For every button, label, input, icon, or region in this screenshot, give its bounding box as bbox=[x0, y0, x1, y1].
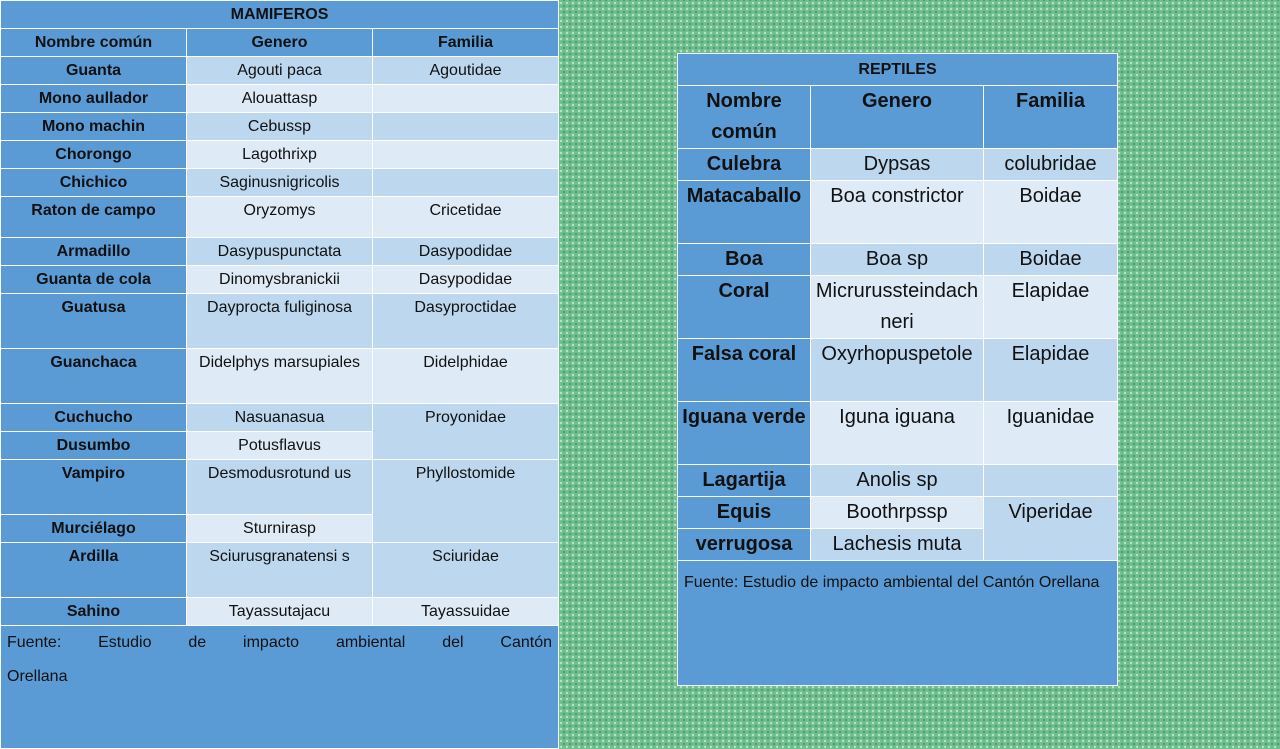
table-row bbox=[678, 339, 1118, 402]
header-familia: Familia bbox=[984, 86, 1118, 149]
table-row bbox=[1, 404, 559, 432]
row-familia: colubridae bbox=[984, 149, 1118, 181]
row-familia: Tayassuidae bbox=[373, 598, 559, 626]
row-familia bbox=[984, 465, 1118, 497]
row-name: Guanchaca bbox=[1, 349, 187, 404]
row-familia bbox=[373, 141, 559, 169]
row-genero: Dayprocta fuliginosa bbox=[187, 294, 373, 349]
table-row bbox=[678, 402, 1118, 465]
reptiles-source: Fuente: Estudio de impacto ambiental del Cantón Orellana bbox=[678, 561, 1118, 686]
row-familia bbox=[373, 169, 559, 197]
row-genero: Dypsas bbox=[811, 149, 984, 181]
row-name: Sahino bbox=[1, 598, 187, 626]
row-familia: Phyllostomide bbox=[373, 460, 559, 543]
row-familia: Agoutidae bbox=[373, 57, 559, 85]
mamiferos-table bbox=[0, 0, 559, 749]
row-name: Guanta de cola bbox=[1, 266, 187, 294]
table-row bbox=[678, 465, 1118, 497]
header-nombre-comun: Nombre común bbox=[678, 86, 811, 149]
row-genero: Tayassutajacu bbox=[187, 598, 373, 626]
table-row bbox=[1, 113, 559, 141]
row-name: Culebra bbox=[678, 149, 811, 181]
row-genero: Cebussp bbox=[187, 113, 373, 141]
row-familia: Sciuridae bbox=[373, 543, 559, 598]
row-name: Equis bbox=[678, 497, 811, 529]
row-genero: Potusflavus bbox=[187, 432, 373, 460]
table-row bbox=[678, 181, 1118, 244]
row-familia: Dasyproctidae bbox=[373, 294, 559, 349]
row-name: Iguana verde bbox=[678, 402, 811, 465]
table-row bbox=[678, 276, 1118, 339]
row-name: Ardilla bbox=[1, 543, 187, 598]
row-genero: Alouattasp bbox=[187, 85, 373, 113]
table-row bbox=[678, 149, 1118, 181]
header-nombre-comun: Nombre común bbox=[1, 29, 187, 57]
row-familia: Boidae bbox=[984, 181, 1118, 244]
reptiles-table bbox=[677, 53, 1118, 686]
table-row bbox=[1, 238, 559, 266]
header-genero: Genero bbox=[187, 29, 373, 57]
reptiles-title: REPTILES bbox=[678, 54, 1118, 86]
row-genero: Anolis sp bbox=[811, 465, 984, 497]
header-genero: Genero bbox=[811, 86, 984, 149]
row-familia bbox=[373, 85, 559, 113]
row-genero: Boa sp bbox=[811, 244, 984, 276]
row-name: Vampiro bbox=[1, 460, 187, 515]
row-name: Cuchucho bbox=[1, 404, 187, 432]
row-name: Guatusa bbox=[1, 294, 187, 349]
row-genero: Boa constrictor bbox=[811, 181, 984, 244]
row-genero: Dasypuspunctata bbox=[187, 238, 373, 266]
table-row bbox=[1, 169, 559, 197]
row-name: Dusumbo bbox=[1, 432, 187, 460]
row-genero: Didelphys marsupiales bbox=[187, 349, 373, 404]
table-row bbox=[1, 85, 559, 113]
row-familia bbox=[373, 113, 559, 141]
row-genero: Sciurusgranatensi s bbox=[187, 543, 373, 598]
mamiferos-source bbox=[1, 626, 559, 749]
row-name: Matacaballo bbox=[678, 181, 811, 244]
row-genero: Iguna iguana bbox=[811, 402, 984, 465]
row-familia: Cricetidae bbox=[373, 197, 559, 238]
table-row bbox=[678, 497, 1118, 529]
row-name: Mono machin bbox=[1, 113, 187, 141]
table-row bbox=[1, 141, 559, 169]
row-genero: Oryzomys bbox=[187, 197, 373, 238]
table-row bbox=[1, 294, 559, 349]
table-row bbox=[1, 460, 559, 515]
row-genero: Oxyrhopuspetole bbox=[811, 339, 984, 402]
source-line-1: Fuente: Estudio de impacto ambiental del Cantón bbox=[7, 634, 553, 651]
table-row bbox=[1, 349, 559, 404]
row-name: Mono aullador bbox=[1, 85, 187, 113]
row-familia: Dasypodidae bbox=[373, 238, 559, 266]
header-familia: Familia bbox=[373, 29, 559, 57]
table-row bbox=[1, 543, 559, 598]
row-familia: Proyonidae bbox=[373, 404, 559, 460]
row-familia: Elapidae bbox=[984, 276, 1118, 339]
table-row bbox=[1, 197, 559, 238]
row-familia: Dasypodidae bbox=[373, 266, 559, 294]
row-name: Chorongo bbox=[1, 141, 187, 169]
row-name: Murciélago bbox=[1, 515, 187, 543]
table-row bbox=[678, 244, 1118, 276]
row-genero: Dinomysbranickii bbox=[187, 266, 373, 294]
row-name: Lagartija bbox=[678, 465, 811, 497]
source-line-2: Orellana bbox=[7, 668, 68, 685]
row-familia: Elapidae bbox=[984, 339, 1118, 402]
row-genero: Sturnirasp bbox=[187, 515, 373, 543]
row-familia: Boidae bbox=[984, 244, 1118, 276]
row-genero: Saginusnigricolis bbox=[187, 169, 373, 197]
row-name: Raton de campo bbox=[1, 197, 187, 238]
row-name: Guanta bbox=[1, 57, 187, 85]
row-familia: Didelphidae bbox=[373, 349, 559, 404]
table-row bbox=[1, 266, 559, 294]
row-genero: Micrurussteindachneri bbox=[811, 276, 984, 339]
row-name: verrugosa bbox=[678, 529, 811, 561]
row-name: Armadillo bbox=[1, 238, 187, 266]
row-genero: Lachesis muta bbox=[811, 529, 984, 561]
row-genero: Lagothrixp bbox=[187, 141, 373, 169]
mamiferos-title: MAMIFEROS bbox=[1, 1, 559, 29]
row-name: Chichico bbox=[1, 169, 187, 197]
row-genero: Nasuanasua bbox=[187, 404, 373, 432]
row-genero: Boothrpssp bbox=[811, 497, 984, 529]
row-name: Coral bbox=[678, 276, 811, 339]
row-name: Falsa coral bbox=[678, 339, 811, 402]
row-name: Boa bbox=[678, 244, 811, 276]
row-familia: Iguanidae bbox=[984, 402, 1118, 465]
row-familia: Viperidae bbox=[984, 497, 1118, 561]
row-genero: Desmodusrotund us bbox=[187, 460, 373, 515]
table-row bbox=[1, 57, 559, 85]
table-row bbox=[1, 598, 559, 626]
row-genero: Agouti paca bbox=[187, 57, 373, 85]
